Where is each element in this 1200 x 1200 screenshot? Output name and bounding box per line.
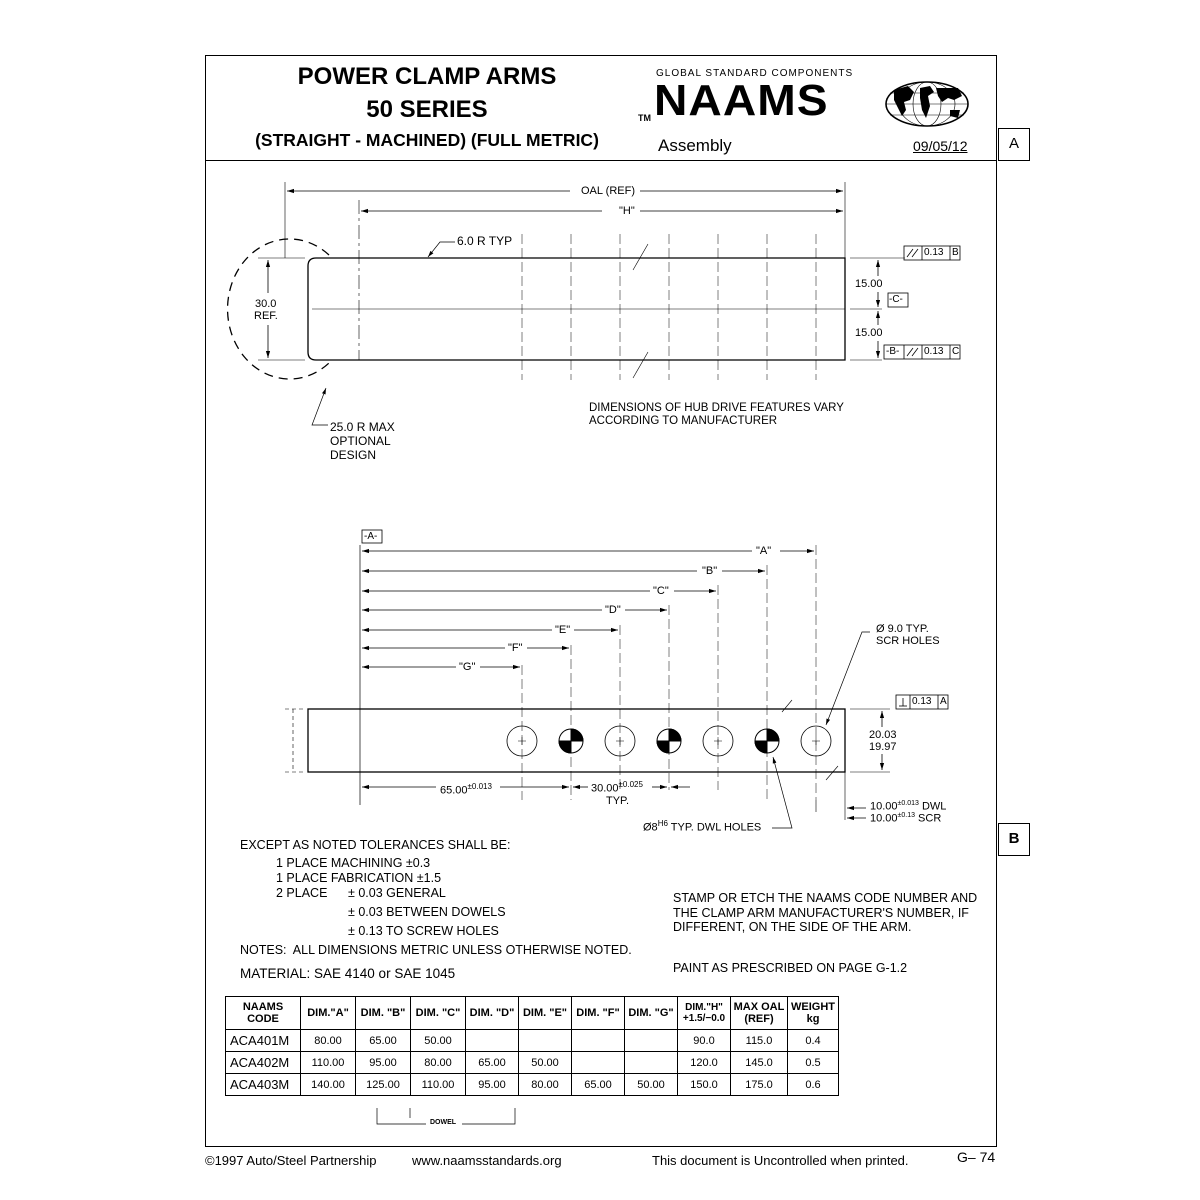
thickness-upper: 20.03	[869, 729, 897, 741]
cell-code: ACA401M	[226, 1030, 301, 1052]
pitch-value: 30.00	[591, 782, 619, 795]
doc-type: Assembly	[658, 136, 732, 155]
cell-weight: 0.5	[788, 1052, 839, 1074]
cell-dim-g	[625, 1052, 678, 1074]
end-dowel-tol: ±0.013	[897, 800, 919, 807]
cell-weight: 0.4	[788, 1030, 839, 1052]
naams-code-table	[225, 996, 839, 1096]
datum-c: -C-	[889, 294, 903, 305]
cell-dim-e: 80.00	[519, 1074, 572, 1096]
tolerance-between-dowels: ± 0.03 BETWEEN DOWELS	[348, 905, 506, 919]
cell-dim-e	[519, 1030, 572, 1052]
dim-b-label: "B"	[702, 565, 718, 577]
cell-dim-f: 65.00	[572, 1074, 625, 1096]
dowel-fit: H6	[657, 819, 668, 828]
tolerance-1-place-fabrication: 1 PLACE FABRICATION ±1.5	[276, 871, 442, 885]
half-width-upper: 15.00	[855, 278, 883, 290]
stamp-note-line1: STAMP OR ETCH THE NAAMS CODE NUMBER AND	[673, 891, 978, 905]
cell-code: ACA403M	[226, 1074, 301, 1096]
table-header-row	[226, 997, 839, 1030]
first-hole-value: 65.00	[440, 784, 468, 797]
cell-code: ACA402M	[226, 1052, 301, 1074]
dowel-hole-note	[643, 819, 761, 834]
end-screw-label: SCR	[915, 812, 942, 825]
perpendicularity-tol-value: 0.13	[912, 696, 932, 707]
page-number: G– 74	[957, 1149, 996, 1165]
dowel-dia: Ø8	[643, 821, 658, 834]
cell-dim-f	[572, 1030, 625, 1052]
cell-dim-d: 65.00	[466, 1052, 519, 1074]
paint-note: PAINT AS PRESCRIBED ON PAGE G-1.2	[673, 961, 908, 975]
pitch-tol: ±0.025	[618, 780, 643, 789]
dowel-holes	[559, 729, 779, 753]
cell-dim-h: 120.0	[678, 1052, 731, 1074]
cell-weight: 0.6	[788, 1074, 839, 1096]
hub-note-line1: DIMENSIONS OF HUB DRIVE FEATURES VARY	[589, 402, 844, 414]
table-row	[226, 1052, 839, 1074]
cell-dim-d: 95.00	[466, 1074, 519, 1096]
end-screw-dim	[870, 812, 941, 825]
oal-ref-label: OAL (REF)	[578, 185, 638, 197]
zone-marker-b: B	[998, 823, 1030, 856]
end-dowel-value: 10.00	[870, 800, 898, 813]
general-note: NOTES: ALL DIMENSIONS METRIC UNLESS OTHERWISE NOTED.	[240, 943, 632, 957]
parallel-tol-ref-b: B	[952, 247, 959, 258]
dim-f-label: "F"	[508, 642, 523, 654]
pitch-typ: TYP.	[606, 795, 630, 807]
radius-typ-label: 6.0 R TYP	[457, 234, 513, 248]
cell-dim-a: 140.00	[301, 1074, 356, 1096]
cell-dim-f	[572, 1052, 625, 1074]
cell-dim-h: 90.0	[678, 1030, 731, 1052]
optional-radius-line2: OPTIONAL	[330, 434, 391, 448]
tolerance-header: EXCEPT AS NOTED TOLERANCES SHALL BE:	[240, 838, 511, 852]
col-header-dim-c: DIM. "C"	[411, 997, 466, 1030]
end-screw-value: 10.00	[870, 812, 898, 825]
width-ref-label: REF.	[254, 310, 278, 322]
cell-dim-b: 95.00	[356, 1052, 411, 1074]
end-dowel-label: DWL	[918, 800, 947, 813]
screw-hole-dia: Ø 9.0 TYP.	[876, 623, 929, 635]
optional-radius-line1: 25.0 R MAX	[330, 420, 395, 434]
tolerance-1-place-machining: 1 PLACE MACHINING ±0.3	[276, 856, 431, 870]
cell-dim-b: 125.00	[356, 1074, 411, 1096]
thickness-lower: 19.97	[869, 741, 897, 753]
parallel-tol-value-2: 0.13	[924, 346, 944, 357]
dim-g-label: "G"	[459, 661, 476, 673]
cell-dim-c: 80.00	[411, 1052, 466, 1074]
first-hole-tol: ±0.013	[467, 782, 492, 791]
uncontrolled-disclaimer: This document is Uncontrolled when printed.	[652, 1153, 909, 1168]
width-ref-value: 30.0	[255, 298, 277, 310]
website-link[interactable]: www.naamsstandards.org	[412, 1153, 562, 1168]
table-row	[226, 1030, 839, 1052]
brand-tm: TM	[638, 113, 651, 123]
dowel-label: TYP. DWL HOLES	[667, 821, 762, 834]
cell-dim-d	[466, 1030, 519, 1052]
cell-dim-c: 50.00	[411, 1030, 466, 1052]
col-header-dim-h: DIM."H" +1.5/−0.0	[678, 997, 731, 1030]
col-header-dim-f: DIM. "F"	[572, 997, 625, 1030]
dim-h-label: "H"	[616, 205, 638, 217]
end-screw-tol: ±0.13	[897, 812, 915, 819]
tolerance-screw-holes: ± 0.13 TO SCREW HOLES	[348, 924, 499, 938]
dim-e-label: "E"	[555, 624, 571, 636]
dowel-bracket-label: DOWEL	[430, 1119, 457, 1126]
end-dowel-dim	[870, 800, 946, 813]
tolerance-2-place-general: ± 0.03 GENERAL	[348, 886, 446, 900]
cell-dim-h: 150.0	[678, 1074, 731, 1096]
screw-hole-label: SCR HOLES	[876, 635, 940, 647]
table-row	[226, 1074, 839, 1096]
half-width-lower: 15.00	[855, 327, 883, 339]
doc-date: 09/05/12	[913, 138, 968, 154]
title-line-2: 50 SERIES	[366, 96, 488, 123]
col-header-dim-d: DIM. "D"	[466, 997, 519, 1030]
col-header-dim-e: DIM. "E"	[519, 997, 572, 1030]
cell-dim-e: 50.00	[519, 1052, 572, 1074]
material-note: MATERIAL: SAE 4140 or SAE 1045	[240, 966, 456, 981]
hub-note-line2: ACCORDING TO MANUFACTURER	[589, 415, 778, 427]
cell-max-oal: 115.0	[731, 1030, 788, 1052]
stamp-note-line3: DIFFERENT, ON THE SIDE OF THE ARM.	[673, 920, 912, 934]
copyright: ©1997 Auto/Steel Partnership	[205, 1153, 377, 1168]
parallel-tol-ref-c: C	[952, 346, 960, 357]
datum-b: -B-	[886, 346, 900, 357]
stamp-note-line2: THE CLAMP ARM MANUFACTURER'S NUMBER, IF	[673, 906, 969, 920]
naams-logo-text: NAAMS	[654, 76, 829, 125]
cell-dim-a: 110.00	[301, 1052, 356, 1074]
cell-dim-g: 50.00	[625, 1074, 678, 1096]
cell-dim-b: 65.00	[356, 1030, 411, 1052]
col-header-dim-b: DIM. "B"	[356, 997, 411, 1030]
pitch-dim	[591, 780, 643, 795]
title-line-1: POWER CLAMP ARMS	[297, 63, 557, 90]
col-header-max-oal: MAX OAL (REF)	[731, 997, 788, 1030]
first-hole-dim	[440, 782, 492, 797]
col-header-dim-a: DIM."A"	[301, 997, 356, 1030]
cell-max-oal: 175.0	[731, 1074, 788, 1096]
cell-max-oal: 145.0	[731, 1052, 788, 1074]
dim-c-label: "C"	[653, 585, 669, 597]
optional-radius-line3: DESIGN	[330, 448, 377, 462]
title-line-3: (STRAIGHT - MACHINED) (FULL METRIC)	[255, 130, 599, 150]
cell-dim-c: 110.00	[411, 1074, 466, 1096]
tolerance-2-place-label: 2 PLACE	[276, 886, 328, 900]
cell-dim-g	[625, 1030, 678, 1052]
col-header-code: NAAMS CODE	[226, 997, 301, 1030]
perpendicularity-tol-ref: A	[940, 696, 947, 707]
cell-dim-a: 80.00	[301, 1030, 356, 1052]
datum-a: -A-	[364, 531, 378, 542]
zone-marker-a: A	[998, 128, 1030, 161]
dim-a-label: "A"	[756, 545, 772, 557]
parallel-tol-value-1: 0.13	[924, 247, 944, 258]
col-header-weight: WEIGHT kg	[788, 997, 839, 1030]
col-header-dim-g: DIM. "G"	[625, 997, 678, 1030]
brand-tagline: GLOBAL STANDARD COMPONENTS	[656, 68, 854, 79]
dim-d-label: "D"	[605, 604, 621, 616]
